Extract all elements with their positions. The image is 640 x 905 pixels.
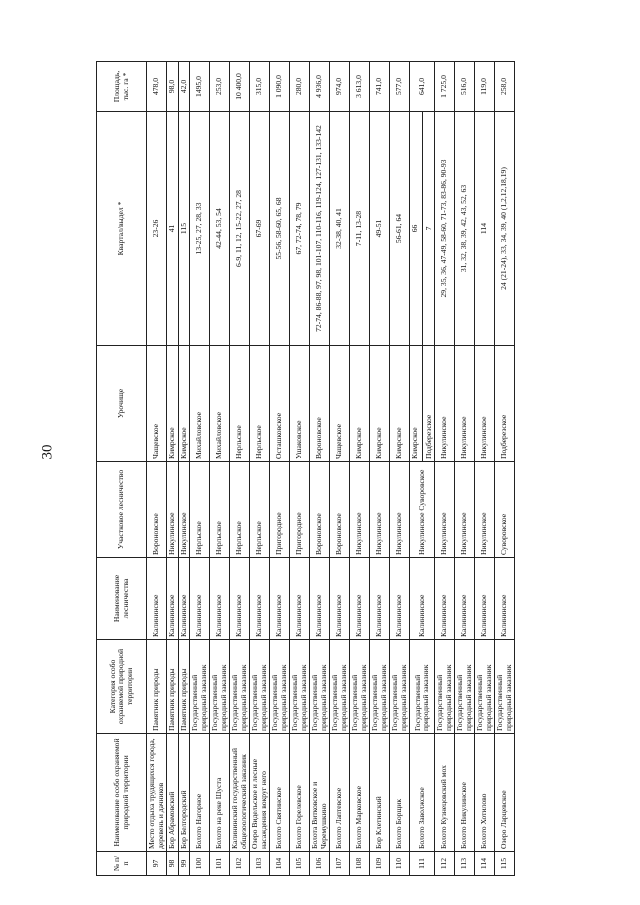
table-row [147, 62, 167, 876]
cell-tract-part: Михайловское [214, 411, 224, 459]
cell-quarters-part: 56-61, 64 [394, 213, 404, 244]
table-row [350, 62, 370, 876]
cell-category: Памятник природы [147, 640, 167, 734]
cell-tract [147, 346, 167, 462]
cell-quarters-part: 23-26 [151, 219, 161, 238]
cell-name: Озеро Видельское и лесные насаждения вокруг него [250, 734, 270, 852]
cell-forestry: Калининское [390, 558, 410, 640]
cell-tract [475, 346, 495, 462]
cell-quarters [310, 112, 330, 346]
cell-quarters-part: 7 [422, 112, 434, 345]
cell-area: 974,0 [330, 62, 350, 112]
header-quarters: Квартал/выдел * [97, 112, 147, 346]
cell-category: Государственный природный заказник [210, 640, 230, 734]
cell-quarters [495, 112, 515, 346]
cell-quarters-part: 114 [479, 222, 489, 235]
cell-quarters-part: 67-69 [254, 219, 264, 238]
cell-category: Государственный природный заказник [190, 640, 210, 734]
table-row [230, 62, 250, 876]
cell-quarters [210, 112, 230, 346]
cell-forestry: Калининское [330, 558, 350, 640]
table-row [270, 62, 290, 876]
cell-district: Нерльское [210, 462, 230, 558]
cell-tract-part: Михайловское [194, 411, 204, 459]
cell-quarters-part: 13-25, 27, 28, 33 [194, 202, 204, 255]
cell-forestry: Калининское [178, 558, 190, 640]
cell-quarters [178, 112, 190, 346]
cell-tract-part: Чащевское [151, 424, 161, 459]
cell-name: Болото Марковское [350, 734, 370, 852]
cell-tract-part: Кимрское [410, 427, 419, 459]
cell-area: 1 090,0 [270, 62, 290, 112]
rotated-table-wrapper [96, 62, 582, 876]
cell-district: Никулинское [390, 462, 410, 558]
cell-area: 258,0 [495, 62, 515, 112]
cell-name: Болото Горелевское [290, 734, 310, 852]
cell-quarters-part: 115 [178, 222, 188, 235]
cell-quarters [290, 112, 310, 346]
cell-district: Вороновское [330, 462, 350, 558]
cell-tract [390, 346, 410, 462]
cell-num: 110 [390, 852, 410, 876]
cell-tract-part: Кимрское [374, 427, 384, 459]
cell-forestry: Калининское [455, 558, 475, 640]
table-row [310, 62, 330, 876]
cell-name: Болото Лаптевское [330, 734, 350, 852]
cell-tract-part: Подберезское [499, 414, 509, 459]
table-row [390, 62, 410, 876]
cell-quarters [330, 112, 350, 346]
cell-category: Государственный природный заказник [455, 640, 475, 734]
header-name: Наименование особо охраняемой природной территории [97, 734, 147, 852]
cell-area: 741,0 [370, 62, 390, 112]
cell-tract-part: Кимрское [354, 427, 364, 459]
cell-tract [190, 346, 210, 462]
cell-category: Государственный природный заказник [410, 640, 435, 734]
header-area: Площадь, тыс. га * [97, 62, 147, 112]
cell-district: Вороновское [147, 462, 167, 558]
cell-num: 99 [178, 852, 190, 876]
cell-num: 97 [147, 852, 167, 876]
cell-category: Государственный природный заказник [350, 640, 370, 734]
cell-name: Бор Белгородский [178, 734, 190, 852]
cell-area: 4 936,0 [310, 62, 330, 112]
cell-category: Государственный природный заказник [370, 640, 390, 734]
cell-area: 98,0 [167, 62, 179, 112]
table-row [370, 62, 390, 876]
cell-district: Никулинское [475, 462, 495, 558]
cell-quarters-part: 66 [410, 224, 419, 233]
cell-quarters-part: 29, 35, 36, 47-49, 58-60, 71-73, 83-86, 90-93 [439, 159, 449, 298]
cell-name: Болото на реке Шуста [210, 734, 230, 852]
cell-district: Нерльское [190, 462, 210, 558]
cell-num: 112 [435, 852, 455, 876]
cell-area: 315,0 [250, 62, 270, 112]
cell-tract-part: Вороновское [314, 417, 324, 459]
table-row [210, 62, 230, 876]
cell-tract-part: Нерльское [254, 425, 264, 459]
cell-district: Никулинское [435, 462, 455, 558]
cell-quarters [475, 112, 495, 346]
cell-forestry: Калининское [495, 558, 515, 640]
cell-district: Вороновское [310, 462, 330, 558]
cell-tract-part: Подберезское [422, 346, 434, 461]
cell-tract [230, 346, 250, 462]
cell-area: 516,0 [455, 62, 475, 112]
cell-quarters-part: 6-9, 11, 12, 15-22, 27, 28 [234, 190, 244, 267]
cell-forestry: Калининское [310, 558, 330, 640]
cell-category: Государственный природный заказник [330, 640, 350, 734]
cell-quarters-part: 55-56, 58-60, 65, 68 [274, 197, 284, 260]
cell-num: 107 [330, 852, 350, 876]
cell-area: 577,0 [390, 62, 410, 112]
cell-area: 3 613,0 [350, 62, 370, 112]
cell-forestry: Калининское [167, 558, 179, 640]
cell-tract [495, 346, 515, 462]
cell-name: Болото Святинское [270, 734, 290, 852]
cell-quarters-part: 42-44, 53, 54 [214, 208, 224, 249]
page-number: 30 [39, 444, 56, 460]
cell-area: 1 725,0 [435, 62, 455, 112]
cell-quarters [410, 112, 435, 346]
cell-tract [210, 346, 230, 462]
cell-area: 253,0 [210, 62, 230, 112]
table-row [435, 62, 455, 876]
cell-quarters-part: 24 (21-24), 33, 34, 39, 40 (1,2,12,18,19) [499, 167, 509, 290]
cell-tract [178, 346, 190, 462]
cell-name: Болота Витковское и Черемушкино [310, 734, 330, 852]
cell-num: 113 [455, 852, 475, 876]
table-row [410, 62, 435, 876]
cell-district: Нерльское [230, 462, 250, 558]
cell-num: 102 [230, 852, 250, 876]
cell-quarters [190, 112, 210, 346]
cell-forestry: Калининское [350, 558, 370, 640]
cell-quarters-part: 67, 72-74, 78, 79 [294, 202, 304, 255]
cell-forestry: Калининское [290, 558, 310, 640]
cell-category: Государственный природный заказник [435, 640, 455, 734]
cell-category: Государственный природный заказник [230, 640, 250, 734]
cell-tract-part: Кимрское [167, 427, 176, 459]
cell-tract [270, 346, 290, 462]
cell-name: Болото Борщик [390, 734, 410, 852]
cell-quarters-part: 41 [167, 224, 176, 233]
cell-category: Государственный природный заказник [495, 640, 515, 734]
cell-quarters-part: 72-74, 86-88, 97, 98, 101-107, 110-116, 119-124, 127-131, 133-142 [314, 125, 324, 332]
cell-area: 10 400,0 [230, 62, 250, 112]
table-row [250, 62, 270, 876]
protected-areas-table [96, 61, 515, 876]
cell-num: 101 [210, 852, 230, 876]
cell-area: 478,0 [147, 62, 167, 112]
cell-tract [370, 346, 390, 462]
header-district: Участковое лесничество [97, 462, 147, 558]
cell-tract [410, 346, 435, 462]
cell-quarters-part: 31, 32, 38, 39, 42, 43, 52, 63 [459, 184, 469, 273]
table-header-row [97, 62, 147, 876]
cell-district: Никулинское [370, 462, 390, 558]
cell-num: 106 [310, 852, 330, 876]
cell-name: Болото Заволжское [410, 734, 435, 852]
cell-tract-part: Кимрское [178, 427, 188, 459]
cell-tract [350, 346, 370, 462]
cell-num: 100 [190, 852, 210, 876]
cell-quarters [455, 112, 475, 346]
cell-name: Болото Нагорное [190, 734, 210, 852]
cell-district: Суворовское [495, 462, 515, 558]
cell-category: Государственный природный заказник [290, 640, 310, 734]
cell-num: 109 [370, 852, 390, 876]
cell-quarters [230, 112, 250, 346]
cell-tract-part: Чащевское [334, 424, 344, 459]
cell-tract-part: Никулинское [459, 416, 469, 459]
cell-name: Болото Хотилово [475, 734, 495, 852]
cell-forestry: Калининское [190, 558, 210, 640]
table-row [455, 62, 475, 876]
cell-quarters-part: 49-51 [374, 219, 384, 238]
table-row [167, 62, 179, 876]
cell-tract [290, 346, 310, 462]
cell-quarters [435, 112, 455, 346]
cell-quarters [250, 112, 270, 346]
cell-quarters [270, 112, 290, 346]
cell-forestry: Калининское [270, 558, 290, 640]
cell-area: 42,0 [178, 62, 190, 112]
cell-category: Государственный природный заказник [270, 640, 290, 734]
cell-district: Никулинское [167, 462, 179, 558]
cell-tract [330, 346, 350, 462]
cell-num: 105 [290, 852, 310, 876]
cell-name: Бор Абрамовский [167, 734, 179, 852]
header-num: № п/п [97, 852, 147, 876]
header-tract: Урочище [97, 346, 147, 462]
cell-num: 98 [167, 852, 179, 876]
cell-num: 111 [410, 852, 435, 876]
cell-forestry: Калининское [147, 558, 167, 640]
cell-tract-part: Осташковское [274, 412, 284, 459]
cell-tract [250, 346, 270, 462]
cell-forestry: Калининское [410, 558, 435, 640]
cell-name: Калининский государственный общезоологический заказник [230, 734, 250, 852]
table-row [495, 62, 515, 876]
cell-district: Пригородное [270, 462, 290, 558]
table-row [330, 62, 350, 876]
header-forestry: Наименование лесничества [97, 558, 147, 640]
cell-forestry: Калининское [230, 558, 250, 640]
cell-quarters [370, 112, 390, 346]
cell-category: Памятник природы [167, 640, 179, 734]
cell-category: Государственный природный заказник [475, 640, 495, 734]
cell-district: Никулинское [455, 462, 475, 558]
cell-forestry: Калининское [210, 558, 230, 640]
cell-tract-part: Ушаковское [294, 420, 304, 459]
cell-district: Никулинское Суворовское [410, 462, 435, 558]
cell-name: Бор Клетинский [370, 734, 390, 852]
table-row [290, 62, 310, 876]
cell-area: 119,0 [475, 62, 495, 112]
cell-quarters [350, 112, 370, 346]
cell-category: Государственный природный заказник [250, 640, 270, 734]
cell-tract [455, 346, 475, 462]
cell-name: Озеро Ларцевское [495, 734, 515, 852]
table-row [190, 62, 210, 876]
cell-quarters [147, 112, 167, 346]
cell-district: Никулинское [178, 462, 190, 558]
cell-name: Болото Кузнецовский мох [435, 734, 455, 852]
cell-quarters-part: 7-11, 13-28 [354, 210, 364, 247]
cell-district: Никулинское [350, 462, 370, 558]
cell-quarters-part: 32-38, 40, 41 [334, 208, 344, 249]
cell-forestry: Калининское [475, 558, 495, 640]
cell-num: 104 [270, 852, 290, 876]
cell-tract-part: Нерльское [234, 425, 244, 459]
cell-district: Пригородное [290, 462, 310, 558]
cell-num: 115 [495, 852, 515, 876]
cell-name: Место отдыха трудящихся города, деревень и дачников [147, 734, 167, 852]
cell-num: 103 [250, 852, 270, 876]
cell-tract [167, 346, 179, 462]
cell-tract-part: Никулинское [479, 416, 489, 459]
cell-forestry: Калининское [435, 558, 455, 640]
cell-area: 641,0 [410, 62, 435, 112]
cell-quarters [390, 112, 410, 346]
cell-tract-part: Кимрское [394, 427, 404, 459]
table-body [147, 62, 515, 876]
cell-forestry: Калининское [370, 558, 390, 640]
cell-area: 1495,0 [190, 62, 210, 112]
cell-tract [310, 346, 330, 462]
table-row [475, 62, 495, 876]
cell-category: Государственный природный заказник [390, 640, 410, 734]
cell-quarters [167, 112, 179, 346]
cell-tract [435, 346, 455, 462]
cell-area: 280,0 [290, 62, 310, 112]
header-category: Категория особо охраняемой природной территории [97, 640, 147, 734]
cell-num: 114 [475, 852, 495, 876]
cell-tract-part: Никулинское [439, 416, 449, 459]
cell-name: Болото Никулинское [455, 734, 475, 852]
cell-category: Памятник природы [178, 640, 190, 734]
cell-district: Нерльское [250, 462, 270, 558]
table-row [178, 62, 190, 876]
cell-category: Государственный природный заказник [310, 640, 330, 734]
cell-forestry: Калининское [250, 558, 270, 640]
cell-num: 108 [350, 852, 370, 876]
